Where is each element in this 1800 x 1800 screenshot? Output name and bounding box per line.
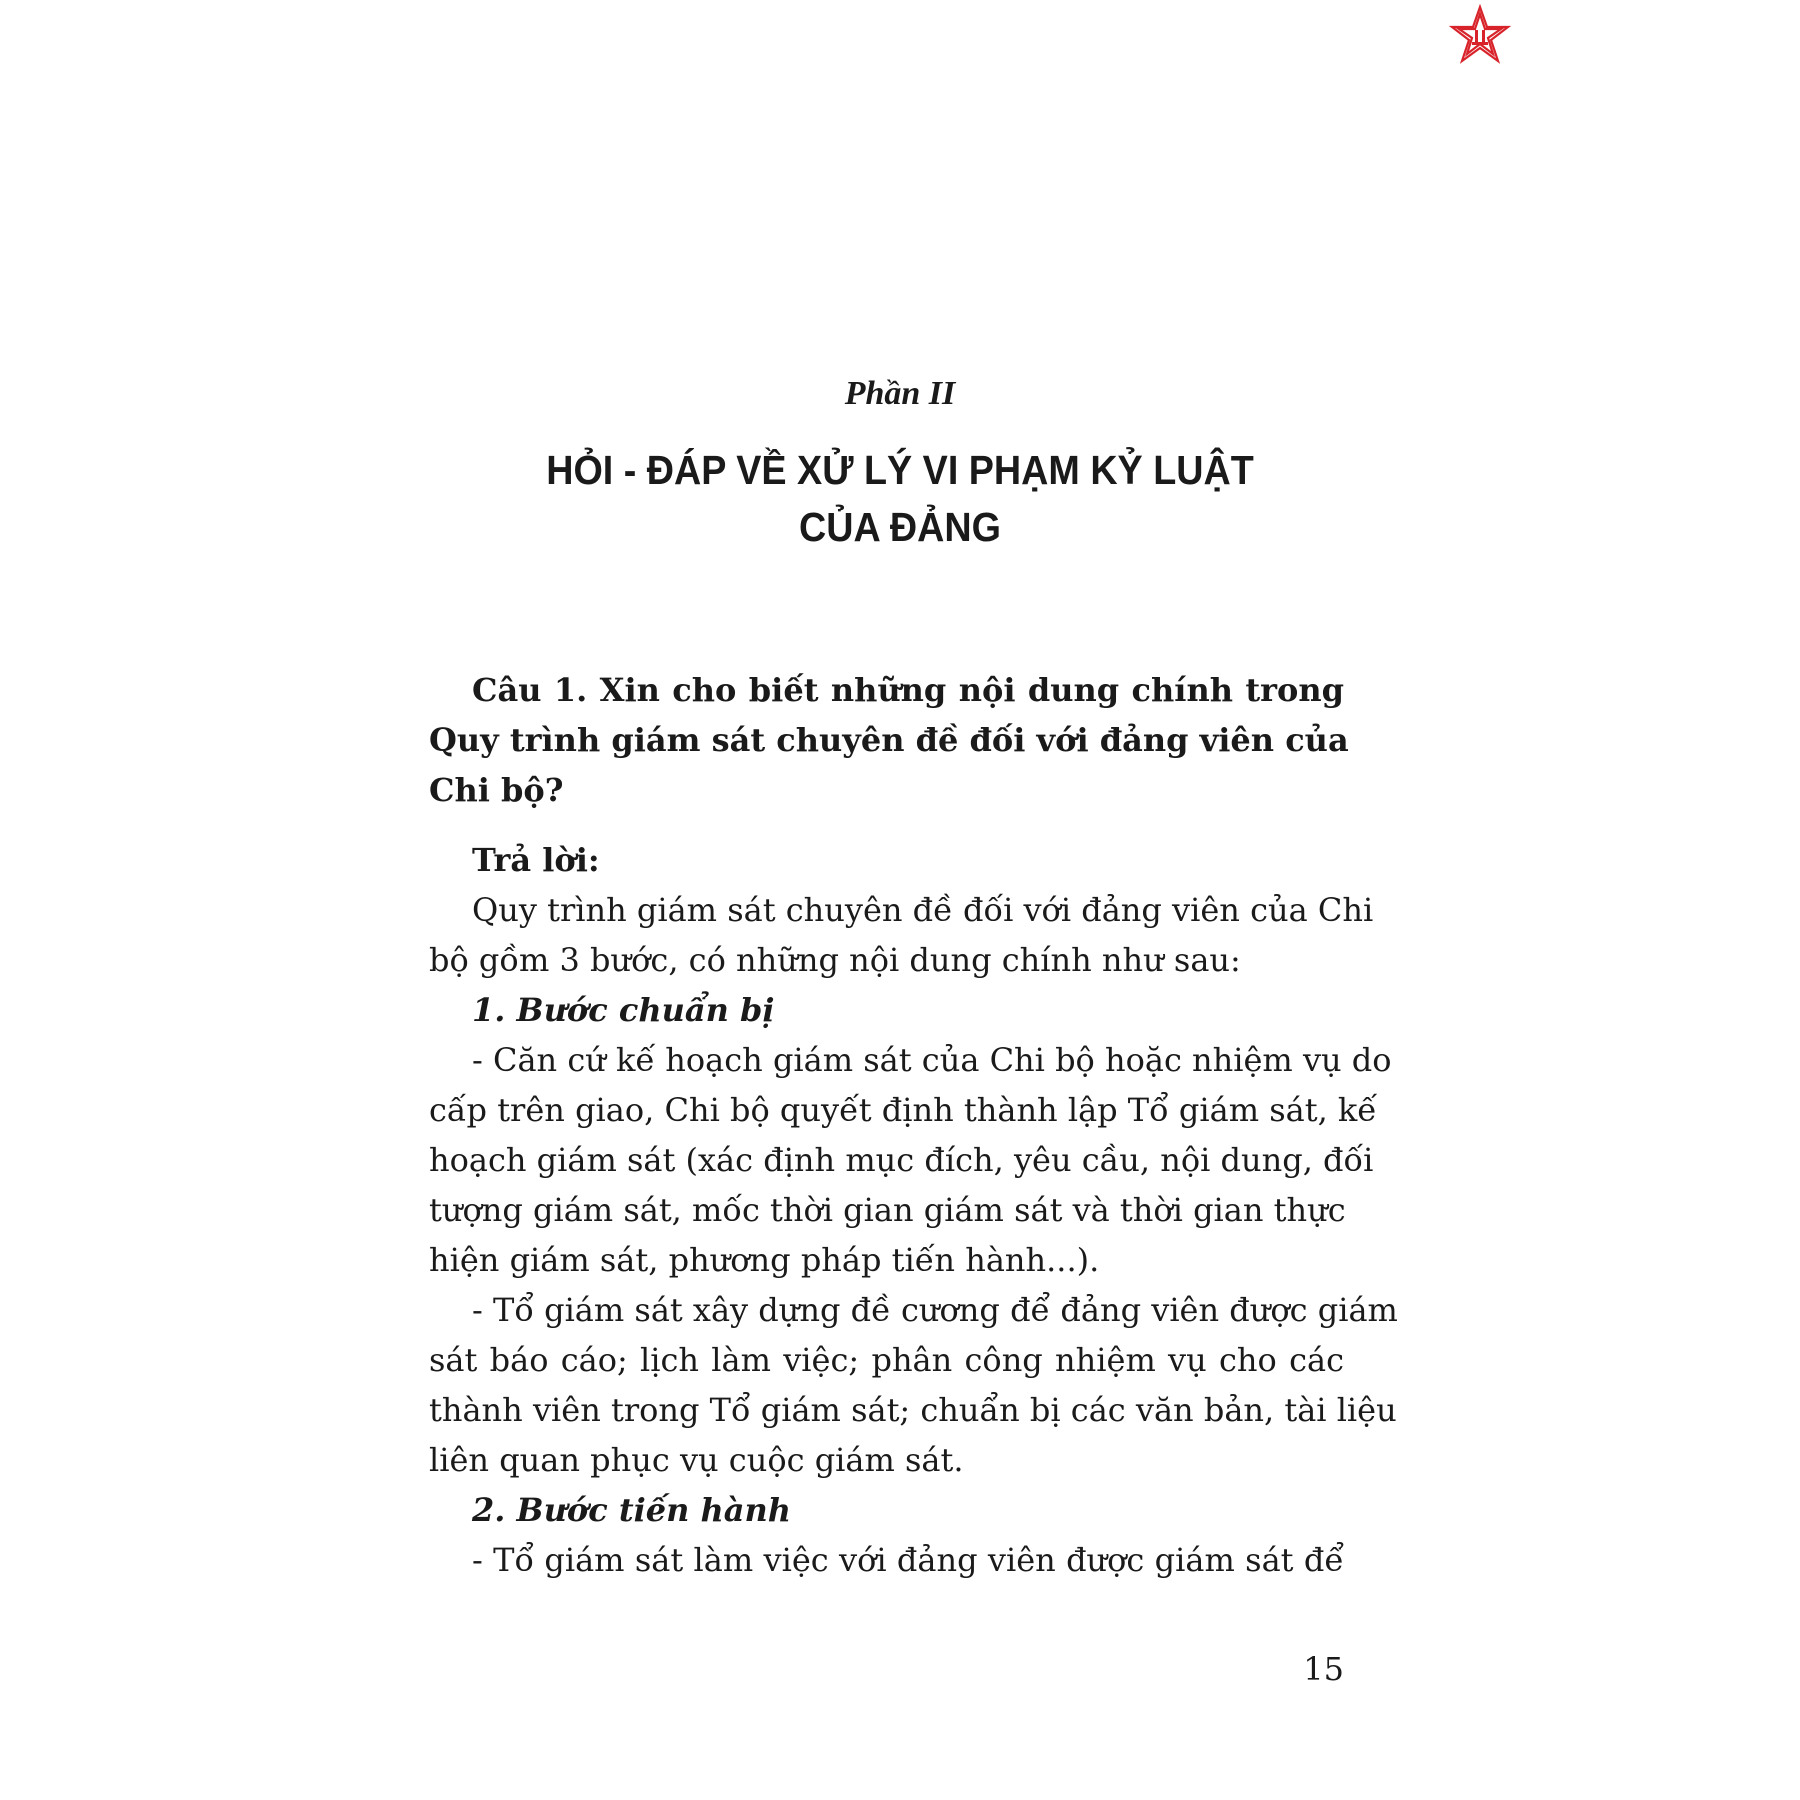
body-line: cấp trên giao, Chi bộ quyết định thành lập Tổ giám sát, kế: [429, 1091, 1377, 1129]
answer-label: Trả lời:: [472, 841, 600, 879]
body-line: sát báo cáo; lịch làm việc; phân công nhiệm vụ cho các: [429, 1341, 1344, 1379]
question-line: Quy trình giám sát chuyên đề đối với đảng viên của: [429, 721, 1349, 759]
question-line: Chi bộ?: [429, 771, 564, 809]
body-line: hiện giám sát, phương pháp tiến hành...).: [429, 1241, 1100, 1279]
body-line: - Tổ giám sát làm việc với đảng viên được giám sát để: [472, 1541, 1344, 1579]
step-heading: 2. Bước tiến hành: [472, 1491, 792, 1529]
chapter-title: [72, 442, 1728, 556]
publisher-star-logo-icon: [1448, 4, 1512, 68]
body-line: Quy trình giám sát chuyên đề đối với đảng viên của Chi: [472, 891, 1374, 929]
body-line: thành viên trong Tổ giám sát; chuẩn bị các văn bản, tài liệu: [429, 1391, 1397, 1429]
body-line: - Tổ giám sát xây dựng đề cương để đảng viên được giám: [472, 1291, 1398, 1329]
body-line: hoạch giám sát (xác định mục đích, yêu cầu, nội dung, đối: [429, 1141, 1374, 1179]
step-heading: 1. Bước chuẩn bị: [472, 991, 775, 1029]
body-line: liên quan phục vụ cuộc giám sát.: [429, 1441, 964, 1479]
body-line: bộ gồm 3 bước, có những nội dung chính như sau:: [429, 941, 1241, 979]
title-line: HỎI - ĐÁP VỀ XỬ LÝ VI PHẠM KỶ LUẬT: [546, 447, 1254, 493]
question-line: Câu 1. Xin cho biết những nội dung chính trong: [472, 671, 1344, 709]
title-line: CỦA ĐẢNG: [799, 504, 1001, 550]
body-line: - Căn cứ kế hoạch giám sát của Chi bộ hoặc nhiệm vụ do: [472, 1041, 1392, 1079]
body-line: tượng giám sát, mốc thời gian giám sát và thời gian thực: [429, 1191, 1346, 1229]
page-number: 15: [1303, 1650, 1344, 1688]
part-label: Phần II: [844, 375, 956, 412]
